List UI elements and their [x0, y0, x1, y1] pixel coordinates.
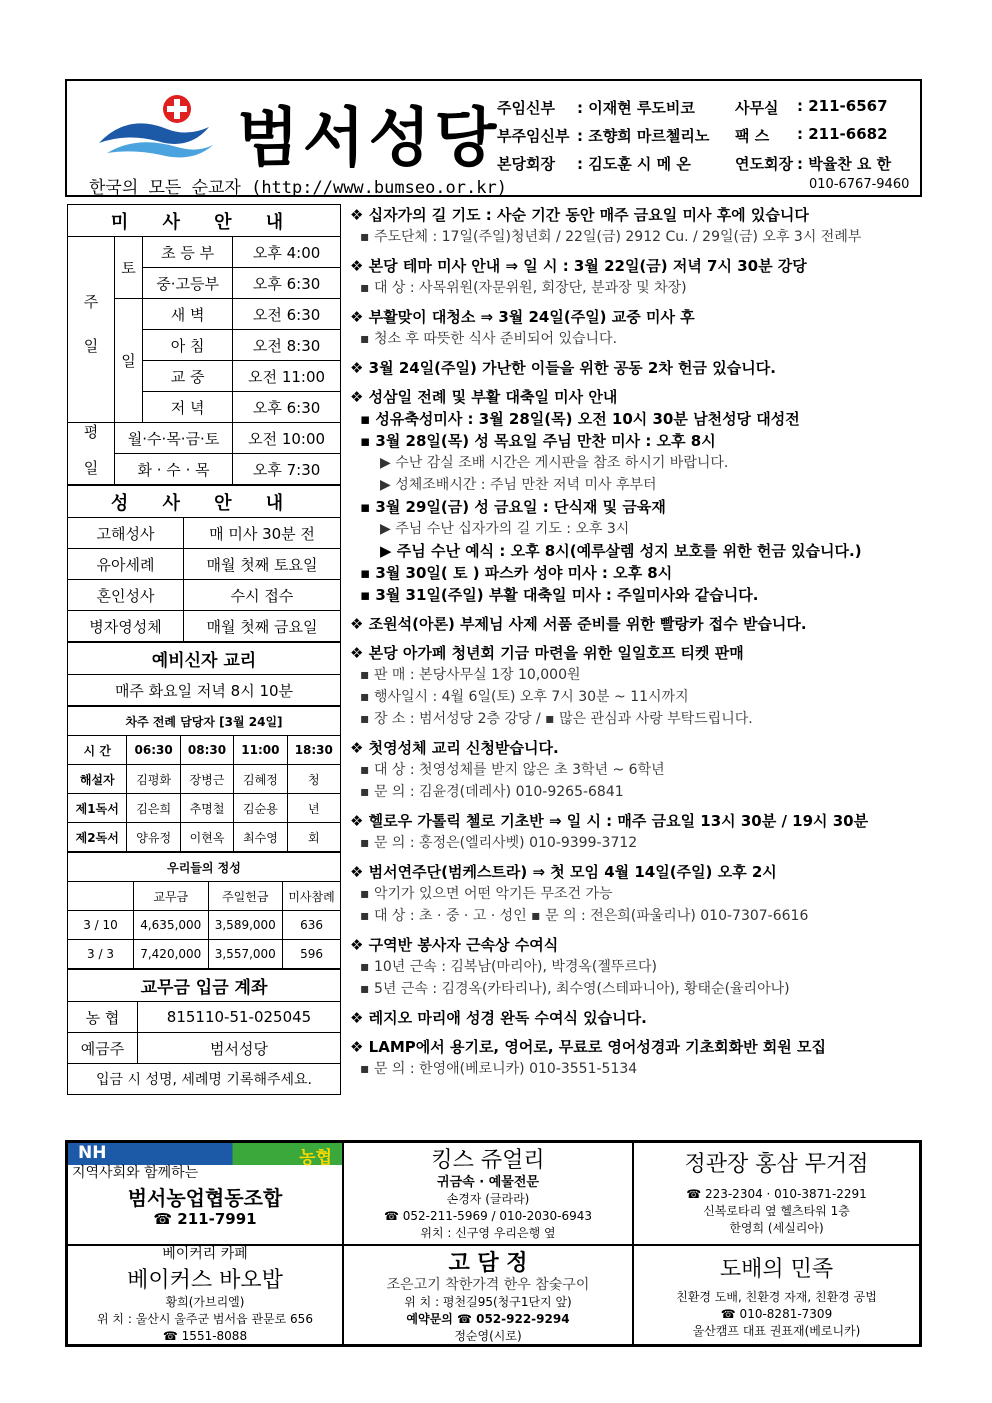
table-cell: 김혜정: [234, 765, 287, 794]
table-cell: 일: [115, 299, 143, 423]
office-phone: 사무실 : 211-6567: [735, 97, 888, 117]
table-cell: 김은희: [127, 794, 180, 823]
table-cell: 주일헌금: [208, 882, 283, 911]
news-heading: ❖ 레지오 마리애 성경 완독 수여식 있습니다.: [350, 1009, 647, 1027]
table-cell: 입금 시 성명, 세례명 기록해주세요.: [68, 1064, 341, 1095]
table-cell: 저 녁: [143, 392, 233, 423]
news-detail: ▶ 주님 수난 십자가의 길 기도 : 오후 3시: [380, 521, 630, 537]
news-detail: ▪ 대 상 : 초 · 중 · 고 · 성인 ▪ 문 의 : 전은희(파울리나) 010-7307-6616: [360, 908, 809, 924]
table-cell: 평 일: [68, 423, 115, 485]
table-cell: 해설자: [68, 765, 127, 794]
news-detail: ▪ 성유축성미사 : 3월 28일(목) 오전 10시 30분 남천성당 대성전: [360, 410, 800, 428]
table-cell: 매 미사 30분 전: [184, 518, 341, 549]
news-column: [350, 204, 922, 1087]
table-cell: 오후 6:30: [233, 268, 341, 299]
news-heading: ❖ 십자가의 길 기도 : 사순 기간 동안 매주 금요일 미사 후에 있습니다: [350, 206, 809, 224]
table-cell: 제1독서: [68, 794, 127, 823]
news-item: [350, 810, 922, 854]
table-cell: 교 중: [143, 361, 233, 392]
news-heading: ❖ 본당 아가페 청년회 기금 마련을 위한 일일호프 티켓 판매: [350, 644, 744, 662]
news-detail: ▪ 3월 28일(목) 성 목요일 주님 만찬 미사 : 오후 8시: [360, 432, 716, 450]
table-cell: 양유정: [127, 823, 180, 852]
ad-nh: NH 농협 지역사회와 함께하는 범서농업협동조합 ☎ 211-7991: [67, 1142, 343, 1245]
news-item: [350, 306, 922, 350]
news-item: [350, 642, 922, 730]
requiem-president: 연도회장 : 박율찬 요 한: [735, 155, 892, 173]
table-cell: 11:00: [234, 736, 287, 765]
table-cell: 7,420,000: [134, 940, 209, 969]
bank-table: [67, 969, 341, 1095]
table-cell: 범서성당: [138, 1033, 341, 1064]
church-logo-icon: [97, 93, 217, 163]
table-cell: 오전 8:30: [233, 330, 341, 361]
news-detail: ▪ 3월 30일( 토 ) 파스카 성야 미사 : 오후 8시: [360, 564, 673, 582]
table-cell: 596: [283, 940, 341, 969]
table-cell: 주 일: [68, 237, 115, 423]
table-cell: 중·고등부: [143, 268, 233, 299]
news-detail: ▪ 문 의 : 한영애(베로니카) 010-3551-5134: [360, 1061, 638, 1077]
news-item: [350, 934, 922, 1000]
ad-ginseng: 정관장 홍삼 무거점 ☎ 223-2304 · 010-3871-2291 신복로타리 옆 헬츠타워 1층 한영희 (세실리아): [633, 1142, 920, 1245]
news-item: [350, 255, 922, 299]
news-detail: ▪ 3월 29일(금) 성 금요일 : 단식재 및 금육재: [360, 498, 666, 516]
news-detail: ▪ 문 의 : 김윤경(데레사) 010-9265-6841: [360, 784, 624, 800]
news-heading: ❖ 3월 24일(주일) 가난한 이들을 위한 공동 2차 헌금 있습니다.: [350, 359, 776, 377]
news-detail: ▪ 장 소 : 범서성당 2층 강당 / ▪ 많은 관심과 사랑 부탁드립니다.: [360, 711, 753, 727]
table-cell: 병자영성체: [68, 611, 184, 642]
table-cell: 3,557,000: [208, 940, 283, 969]
header: [65, 79, 922, 197]
sacrament-table: [67, 485, 341, 642]
table-cell: 새 벽: [143, 299, 233, 330]
assistant-pastor: 부주임신부 : 조향희 마르첼리노: [497, 127, 710, 145]
news-item: [350, 386, 922, 606]
table-cell: 김평화: [127, 765, 180, 794]
table-cell: 오전 10:00: [233, 423, 341, 454]
offering-table: [67, 852, 341, 969]
news-detail: ▶ 수난 감실 조배 시간은 게시판을 참조 하시기 바랍니다.: [380, 455, 729, 471]
table-cell: 이현옥: [180, 823, 233, 852]
motto: 한국의 모든 순교자 (http://www.bumseo.or.kr): [89, 178, 507, 198]
table-cell: 미 사 안 내: [68, 205, 341, 237]
parish-president: 본당회장 : 김도훈 시 메 온: [497, 155, 691, 173]
table-cell: 636: [283, 911, 341, 940]
table-cell: 청: [287, 765, 340, 794]
news-heading: ❖ 범서연주단(범케스트라) ⇒ 첫 모임 4월 14일(주일) 오후 2시: [350, 863, 777, 881]
news-detail: ▪ 5년 근속 : 김경옥(카타리나), 최수영(스테파니아), 황태순(율리아나): [360, 981, 790, 997]
news-item: [350, 357, 922, 379]
news-detail: ▪ 대 상 : 첫영성체를 받지 않은 초 3학년 ~ 6학년: [360, 762, 665, 778]
news-detail: ▶ 성체조배시간 : 주님 만찬 저녁 미사 후부터: [380, 477, 657, 493]
news-item: [350, 1036, 922, 1080]
table-cell: 오전 6:30: [233, 299, 341, 330]
news-heading: ❖ LAMP에서 용기로, 영어로, 무료로 영어성경과 기초회화반 회원 모집: [350, 1038, 826, 1056]
left-column: [67, 204, 341, 1095]
news-item: [350, 861, 922, 927]
table-cell: 08:30: [180, 736, 233, 765]
table-cell: 교무금: [134, 882, 209, 911]
table-cell: 오전 11:00: [233, 361, 341, 392]
news-heading: ❖ 성삼일 전례 및 부활 대축일 미사 안내: [350, 388, 618, 406]
table-cell: 년: [287, 794, 340, 823]
news-heading: ❖ 헬로우 가톨릭 첼로 기초반 ⇒ 일 시 : 매주 금요일 13시 30분 / 19시 30분: [350, 812, 869, 830]
table-cell: 오후 6:30: [233, 392, 341, 423]
table-cell: 18:30: [287, 736, 340, 765]
news-detail: ▶ 주님 수난 예식 : 오후 8시(예루살렘 성지 보호를 위한 헌금 있습니다.): [380, 542, 862, 560]
news-detail: ▪ 3월 31일(주일) 부활 대축일 미사 : 주일미사와 같습니다.: [360, 586, 759, 604]
news-detail: ▪ 판 매 : 본당사무실 1장 10,000원: [360, 667, 581, 683]
mass-table: [67, 204, 341, 485]
table-cell: 3,589,000: [208, 911, 283, 940]
nh-logo: NH: [78, 1143, 107, 1163]
table-cell: [68, 882, 134, 911]
table-cell: 매월 첫째 토요일: [184, 549, 341, 580]
news-heading: ❖ 본당 테마 미사 안내 ⇒ 일 시 : 3월 22일(금) 저녁 7시 30분 강당: [350, 257, 807, 275]
news-detail: ▪ 행사일시 : 4월 6일(토) 오후 7시 30분 ~ 11시까지: [360, 689, 689, 705]
requiem-phone: 010-6767-9460: [809, 177, 910, 192]
news-item: [350, 613, 922, 635]
table-cell: 오후 7:30: [233, 454, 341, 485]
news-detail: ▪ 청소 후 따뜻한 식사 준비되어 있습니다.: [360, 331, 618, 347]
table-cell: 3 / 10: [68, 911, 134, 940]
table-cell: 고해성사: [68, 518, 184, 549]
news-detail: ▪ 주도단체 : 17일(주일)청년회 / 22일(금) 2912 Cu. / 29일(금) 오후 3시 전례부: [360, 229, 862, 245]
table-cell: 최수영: [234, 823, 287, 852]
table-cell: 추명철: [180, 794, 233, 823]
table-cell: 초 등 부: [143, 237, 233, 268]
table-cell: 유아세례: [68, 549, 184, 580]
ad-bakery: 베이커리 카페 베이커스 바오밥 황희(가브리엘) 위 치 : 울산시 울주군 범서읍 관문로 656 ☎ 1551-8088: [67, 1245, 343, 1345]
table-cell: 매월 첫째 금요일: [184, 611, 341, 642]
table-cell: 3 / 3: [68, 940, 134, 969]
table-cell: 장병근: [180, 765, 233, 794]
table-cell: 농 협: [68, 1002, 138, 1033]
table-cell: 제2독서: [68, 823, 127, 852]
news-item: [350, 1007, 922, 1029]
table-cell: 월·수·목·금·토: [115, 423, 233, 454]
ad-kings: 킹스 쥬얼리 귀금속 · 예물전문 손경자 (글라라) ☎ 052-211-5969 / 010-2030-6943 위치 : 신구영 우리은행 옆: [343, 1142, 633, 1245]
table-cell: 시 간: [68, 736, 127, 765]
church-title: 범서성당: [237, 102, 501, 176]
news-heading: ❖ 첫영성체 교리 신청받습니다.: [350, 739, 559, 757]
news-heading: ❖ 구역반 봉사자 근속상 수여식: [350, 936, 559, 954]
table-cell: 예비신자 교리: [68, 643, 341, 675]
table-cell: 화 · 수 · 목: [115, 454, 233, 485]
news-heading: ❖ 부활맞이 대청소 ⇒ 3월 24일(주일) 교중 미사 후: [350, 308, 695, 326]
news-item: [350, 737, 922, 803]
news-item: [350, 204, 922, 248]
table-cell: 혼인성사: [68, 580, 184, 611]
table-cell: 4,635,000: [134, 911, 209, 940]
table-cell: 성 사 안 내: [68, 486, 341, 518]
table-cell: 교무금 입금 계좌: [68, 970, 341, 1002]
table-cell: 예금주: [68, 1033, 138, 1064]
table-cell: 오후 4:00: [233, 237, 341, 268]
table-cell: 815110-51-025045: [138, 1002, 341, 1033]
table-cell: 우리들의 정성: [68, 853, 341, 882]
table-cell: 차주 전례 담당자 [3월 24일]: [68, 707, 341, 736]
table-cell: 06:30: [127, 736, 180, 765]
news-detail: ▪ 문 의 : 홍정은(엘리사벳) 010-9399-3712: [360, 835, 638, 851]
table-cell: 회: [287, 823, 340, 852]
ad-godam: 고 담 정 조은고기 착한가격 한우 참숯구이 위 치 : 평천길95(청구1단지 앞) 예약문의 ☎ 052-922-9294 정순영(시로): [343, 1245, 633, 1345]
table-cell: 토: [115, 237, 143, 299]
fax: 팩 스 : 211-6682: [735, 125, 888, 145]
ads-area: [65, 1140, 922, 1347]
duty-table: [67, 706, 341, 852]
pastor: 주임신부 : 이재현 루도비코: [497, 99, 695, 117]
table-cell: 수시 접수: [184, 580, 341, 611]
ad-dobae: 도배의 민족 친환경 도배, 친환경 자재, 친환경 공법 ☎ 010-8281-7309 울산캠프 대표 권표재(베로니카): [633, 1245, 920, 1345]
table-cell: 아 침: [143, 330, 233, 361]
news-detail: ▪ 10년 근속 : 김복남(마리아), 박경옥(젤뚜르다): [360, 959, 657, 975]
news-detail: ▪ 악기가 있으면 어떤 악기든 무조건 가능: [360, 886, 613, 902]
table-cell: 미사참례: [283, 882, 341, 911]
table-cell: 김순용: [234, 794, 287, 823]
news-heading: ❖ 조원석(아론) 부제님 사제 서품 준비를 위한 빨랑카 접수 받습니다.: [350, 615, 807, 633]
table-cell: 매주 화요일 저녁 8시 10분: [68, 675, 341, 706]
catechism-table: [67, 642, 341, 706]
news-detail: ▪ 대 상 : 사목위원(자문위원, 회장단, 분과장 및 차장): [360, 280, 687, 296]
